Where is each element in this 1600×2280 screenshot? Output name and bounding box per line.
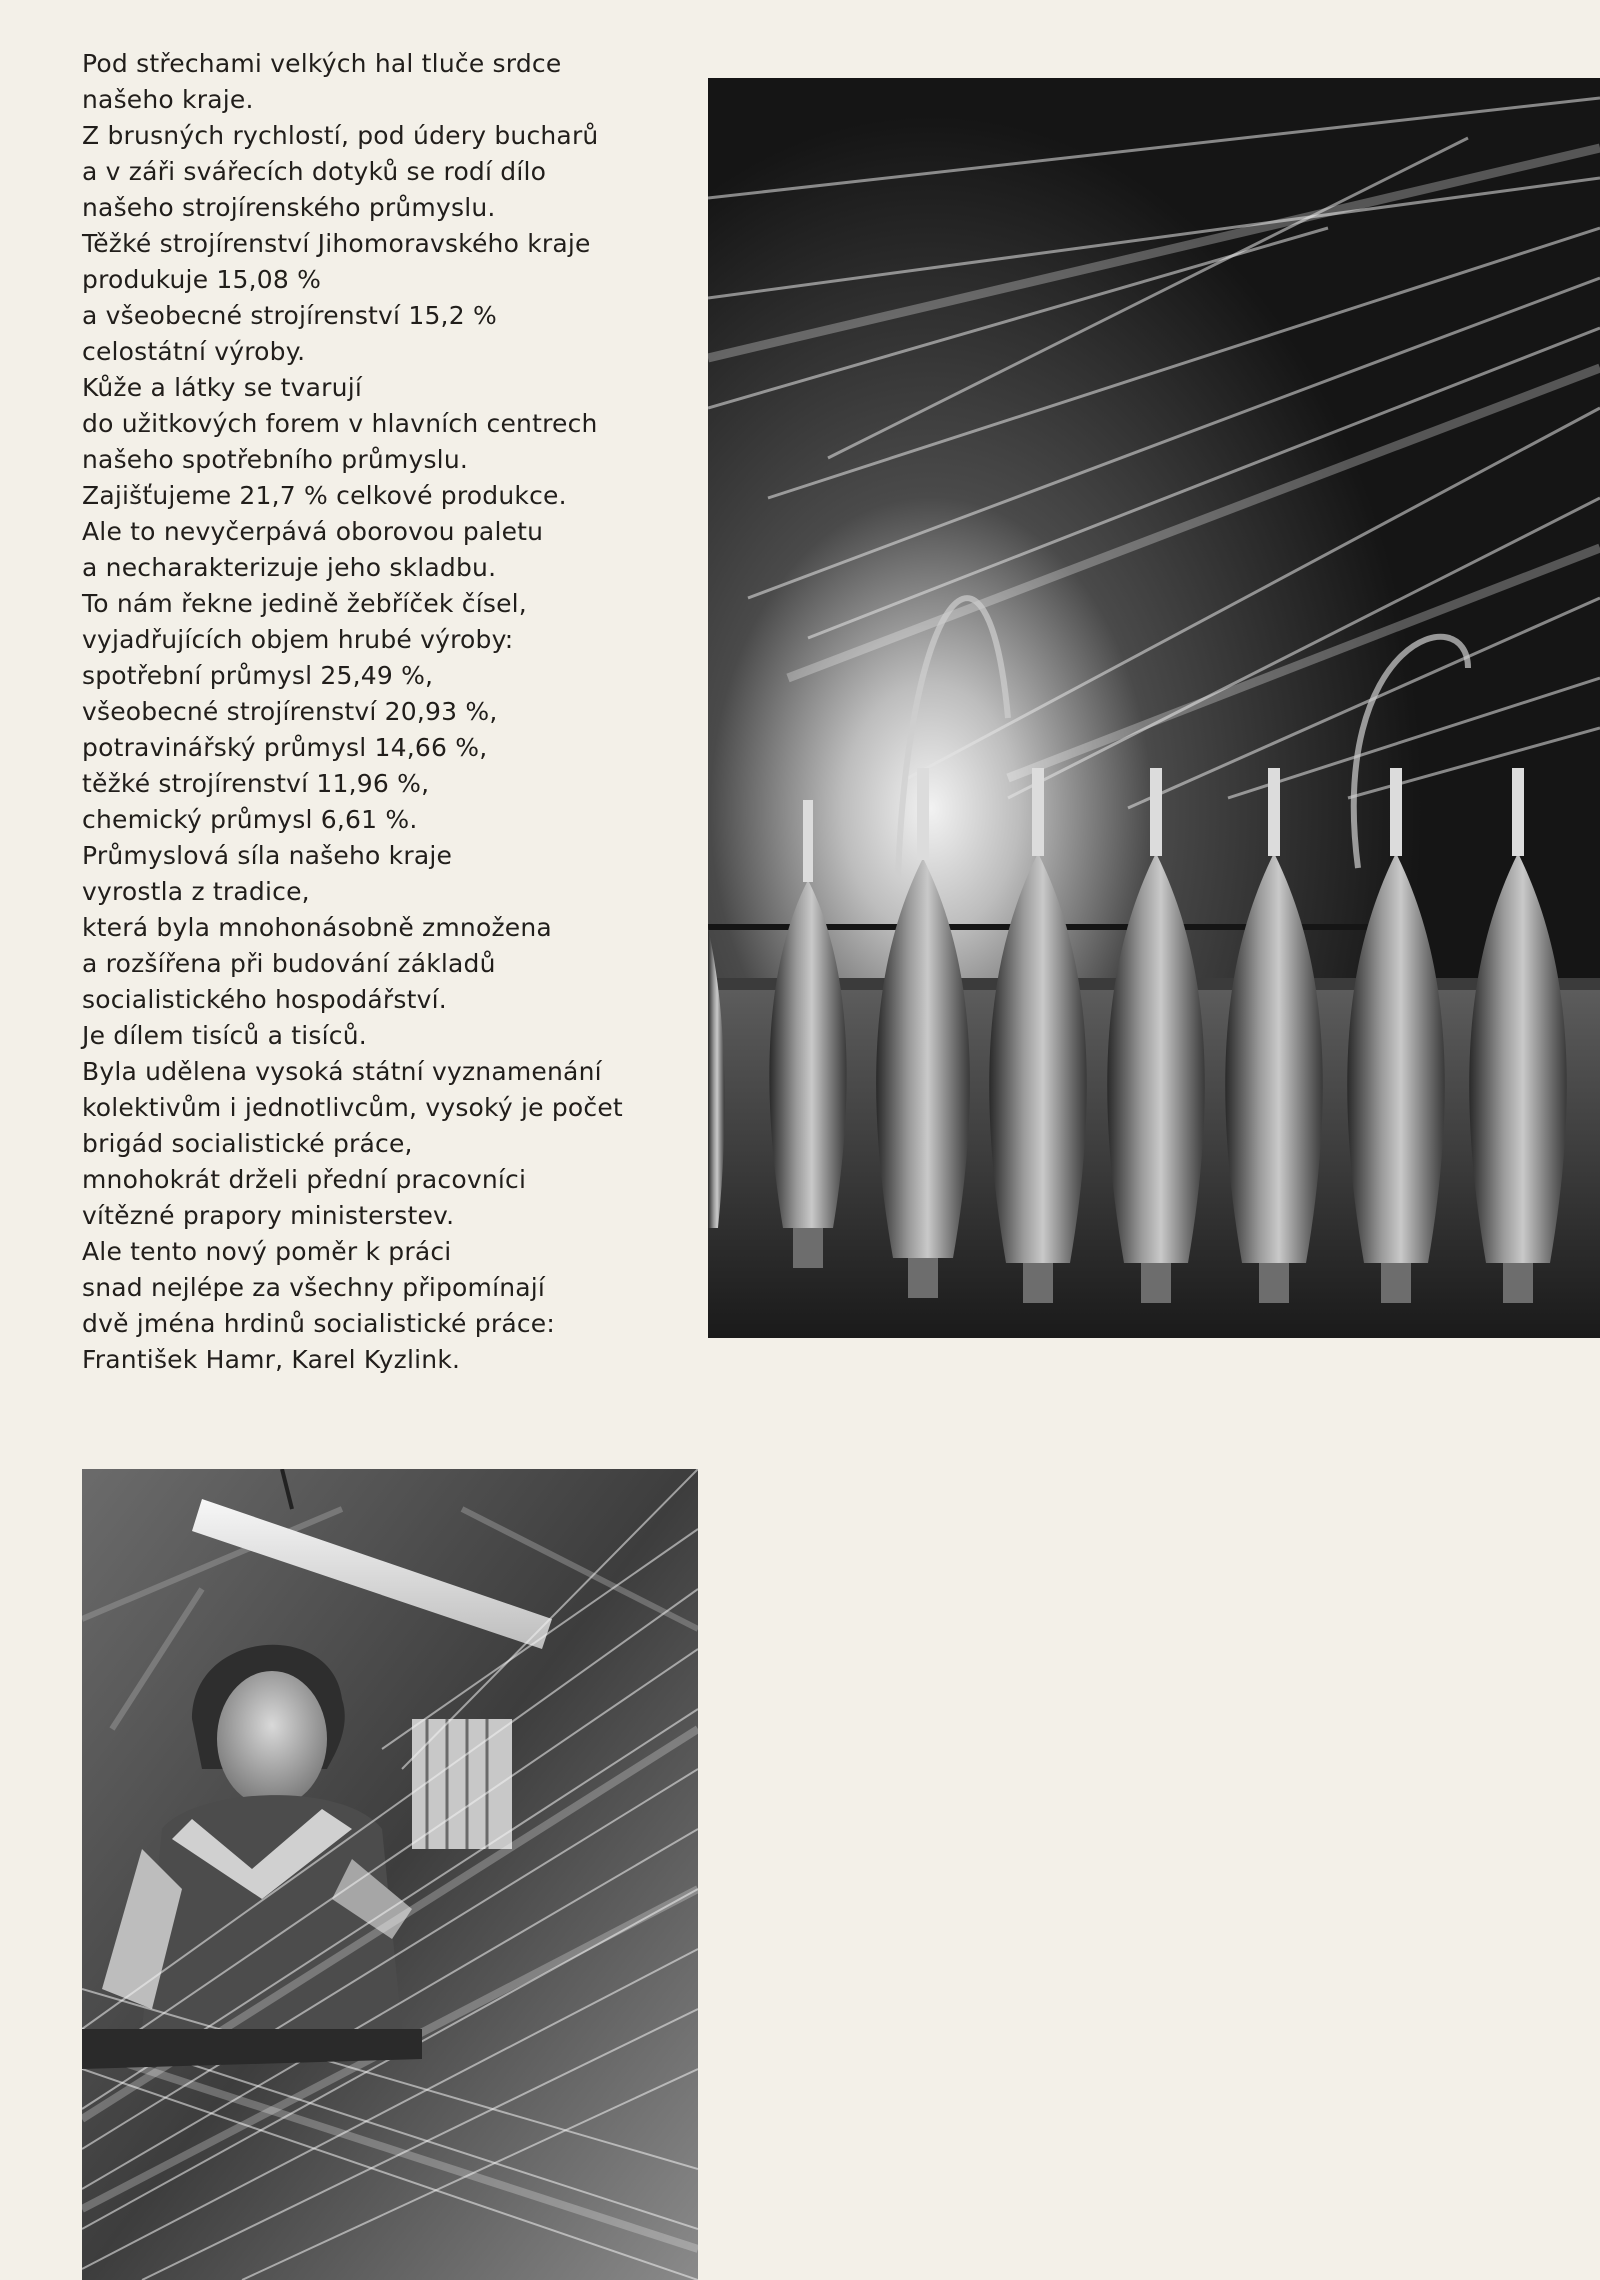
text-line: produkuje 15,08 %: [82, 265, 322, 294]
text-line: a rozšířena při budování základů: [82, 949, 496, 978]
spindles-photo: [708, 78, 1600, 1338]
text-line: Byla udělena vysoká státní vyznamenání: [82, 1057, 602, 1086]
text-line: To nám řekne jedině žebříček čísel,: [82, 589, 527, 618]
text-line: spotřební průmysl 25,49 %,: [82, 661, 434, 690]
text-line: do užitkových forem v hlavních centrech: [82, 409, 598, 438]
text-line: Pod střechami velkých hal tluče srdce: [82, 49, 562, 78]
text-line: dvě jména hrdinů socialistické práce:: [82, 1309, 555, 1338]
text-line: vyjadřujících objem hrubé výroby:: [82, 625, 514, 654]
text-line: a necharakterizuje jeho skladbu.: [82, 553, 497, 582]
text-line: našeho kraje.: [82, 85, 254, 114]
text-line: našeho strojírenského průmyslu.: [82, 193, 496, 222]
text-line: Zajišťujeme 21,7 % celkové produkce.: [82, 481, 567, 510]
text-line: těžké strojírenství 11,96 %,: [82, 769, 430, 798]
text-line: celostátní výroby.: [82, 337, 306, 366]
text-line: Je dílem tisíců a tisíců.: [82, 1021, 367, 1050]
text-line: Průmyslová síla našeho kraje: [82, 841, 453, 870]
text-line: která byla mnohonásobně zmnožena: [82, 913, 552, 942]
text-line: Ale to nevyčerpává oborovou paletu: [82, 517, 544, 546]
text-line: a v záři svářecích dotyků se rodí dílo: [82, 157, 547, 186]
text-line: našeho spotřebního průmyslu.: [82, 445, 469, 474]
text-line: Z brusných rychlostí, pod údery bucharů: [82, 121, 599, 150]
weaver-photo: [82, 1469, 698, 2280]
article-text: [82, 46, 642, 1378]
spindles-photo-image: [708, 78, 1600, 1338]
text-line: všeobecné strojírenství 20,93 %,: [82, 697, 498, 726]
weaver-photo-image: [82, 1469, 698, 2280]
text-line: vítězné prapory ministerstev.: [82, 1201, 455, 1230]
text-line: chemický průmysl 6,61 %.: [82, 805, 418, 834]
text-line: Těžké strojírenství Jihomoravského kraje: [82, 229, 591, 258]
text-line: brigád socialistické práce,: [82, 1129, 413, 1158]
text-line: Ale tento nový poměr k práci: [82, 1237, 452, 1266]
text-line: mnohokrát drželi přední pracovníci: [82, 1165, 527, 1194]
text-line: a všeobecné strojírenství 15,2 %: [82, 301, 497, 330]
text-line: vyrostla z tradice,: [82, 877, 310, 906]
text-line: snad nejlépe za všechny připomínají: [82, 1273, 546, 1302]
text-line: socialistického hospodářství.: [82, 985, 447, 1014]
text-line: potravinářský průmysl 14,66 %,: [82, 733, 488, 762]
text-line: kolektivům i jednotlivcům, vysoký je počet: [82, 1093, 623, 1122]
text-line: František Hamr, Karel Kyzlink.: [82, 1345, 461, 1374]
text-line: Kůže a látky se tvarují: [82, 373, 362, 402]
